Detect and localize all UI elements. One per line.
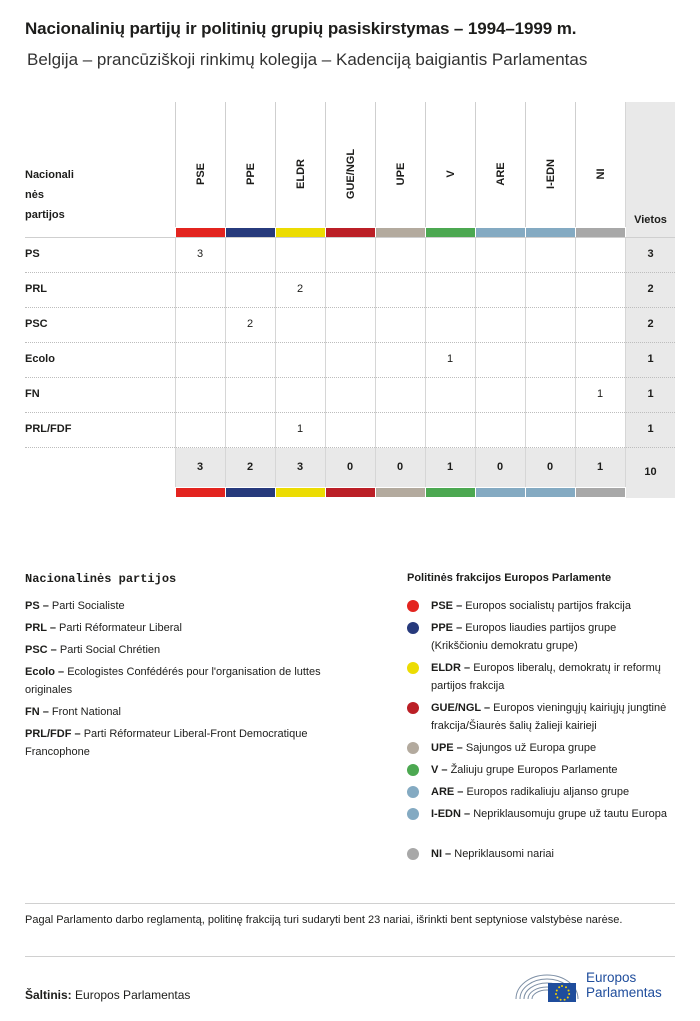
seats-cell: 2 bbox=[647, 283, 654, 295]
national-party-item bbox=[25, 597, 370, 615]
national-party-item bbox=[25, 663, 370, 699]
party-name: Parti Socialiste bbox=[51, 600, 125, 612]
group-code: GUE/NGL bbox=[344, 148, 357, 200]
table-cell: 1 bbox=[296, 423, 304, 435]
group-color-bar-bottom bbox=[176, 488, 225, 497]
group-color-dot-icon bbox=[407, 848, 419, 860]
group-color-bar-bottom bbox=[276, 488, 325, 497]
group-color-bar-bottom bbox=[426, 488, 475, 497]
row-header: Nacionali nės partijos bbox=[25, 169, 74, 221]
group-color-bar-bottom bbox=[526, 488, 575, 497]
national-party-item bbox=[25, 703, 370, 721]
table-column-line bbox=[175, 237, 176, 487]
group-header-upe bbox=[375, 102, 425, 227]
group-color-bar-top bbox=[576, 228, 625, 237]
group-abbr: PPE – bbox=[431, 622, 463, 634]
table-cell: 3 bbox=[196, 248, 204, 260]
group-name: Europos socialistų partijos frakcija bbox=[465, 600, 631, 612]
party-abbr: FN – bbox=[25, 706, 49, 718]
party-label: FN bbox=[25, 388, 40, 400]
total-cell: 3 bbox=[296, 461, 304, 473]
seats-header: Vietos bbox=[634, 214, 667, 226]
group-color-bar-top bbox=[276, 228, 325, 237]
group-color-bar-top bbox=[526, 228, 575, 237]
table-row-line bbox=[25, 307, 675, 308]
seats-cell: 1 bbox=[647, 353, 654, 365]
political-group-item bbox=[431, 845, 671, 863]
source bbox=[25, 988, 190, 1002]
group-color-bar-bottom bbox=[476, 488, 525, 497]
grand-total: 10 bbox=[644, 466, 657, 478]
table-cell: 1 bbox=[446, 353, 454, 365]
group-abbr: NI – bbox=[431, 848, 452, 860]
group-name: Žaliuju grupe Europos Parlamente bbox=[450, 764, 618, 776]
group-name: Europos liaudies partijos grupe (Krikščioniu demokratu grupe) bbox=[431, 622, 617, 652]
political-group-item bbox=[431, 783, 671, 801]
political-group-item bbox=[431, 619, 671, 655]
national-party-item bbox=[25, 619, 370, 637]
group-name: Nepriklausomuju grupe už tautu Europa bbox=[473, 808, 668, 820]
table-column-line bbox=[575, 237, 576, 487]
group-color-bar-top bbox=[376, 228, 425, 237]
group-color-dot-icon bbox=[407, 662, 419, 674]
group-code: NI bbox=[594, 168, 607, 180]
page-title: Nacionalinių partijų ir politinių grupių pasiskirstymas – 1994–1999 m. bbox=[25, 19, 577, 38]
national-party-item bbox=[25, 641, 370, 659]
group-header-are bbox=[475, 102, 525, 227]
group-name: Europos radikaliuju aljanso grupe bbox=[466, 786, 630, 798]
total-cell: 0 bbox=[346, 461, 354, 473]
table-cell: 2 bbox=[246, 318, 254, 330]
parliament-hemicycle-icon bbox=[514, 966, 580, 1006]
group-color-dot-icon bbox=[407, 600, 419, 612]
group-color-bar-bottom bbox=[226, 488, 275, 497]
group-name: Nepriklausomi nariai bbox=[454, 848, 554, 860]
table-row-line bbox=[25, 412, 675, 413]
source-label: Šaltinis: bbox=[25, 988, 72, 1002]
group-color-bar-top bbox=[176, 228, 225, 237]
group-abbr: I-EDN – bbox=[431, 808, 471, 820]
political-group-item bbox=[431, 739, 671, 757]
party-abbr: PRL/FDF – bbox=[25, 728, 81, 740]
group-color-dot-icon bbox=[407, 808, 419, 820]
party-name: Ecologistes Confédérés pour l'organisation de luttes originales bbox=[25, 666, 321, 696]
table-cell: 2 bbox=[296, 283, 304, 295]
political-group-item bbox=[431, 805, 671, 823]
group-abbr: ELDR – bbox=[431, 662, 471, 674]
party-label: PSC bbox=[25, 318, 48, 330]
table-column-line bbox=[225, 237, 226, 487]
group-abbr: PSE – bbox=[431, 600, 463, 612]
party-abbr: PS – bbox=[25, 600, 49, 612]
footnote: Pagal Parlamento darbo reglamentą, politinę frakciją turi sudaryti bent 23 nariai, išrinkti bent septyniose valstybėse narėse. bbox=[25, 914, 623, 926]
seats-cell: 2 bbox=[647, 318, 654, 330]
group-header-i-edn bbox=[525, 102, 575, 227]
group-color-bar-top bbox=[226, 228, 275, 237]
total-cell: 1 bbox=[596, 461, 604, 473]
group-abbr: ARE – bbox=[431, 786, 464, 798]
party-abbr: PRL – bbox=[25, 622, 56, 634]
group-code: ELDR bbox=[294, 159, 307, 189]
logo-text: Europos Parlamentas bbox=[586, 970, 662, 1000]
total-cell: 0 bbox=[396, 461, 404, 473]
party-name: Parti Réformateur Liberal bbox=[59, 622, 182, 634]
group-abbr: V – bbox=[431, 764, 448, 776]
political-group-item bbox=[431, 659, 671, 695]
group-code: ARE bbox=[494, 162, 507, 186]
group-code: UPE bbox=[394, 162, 407, 186]
group-color-dot-icon bbox=[407, 764, 419, 776]
group-header-v bbox=[425, 102, 475, 227]
national-party-item bbox=[25, 725, 370, 761]
party-name: Parti Social Chrétien bbox=[59, 644, 161, 656]
group-color-bar-top bbox=[326, 228, 375, 237]
political-groups-title: Politinės frakcijos Europos Parlamente bbox=[407, 572, 612, 584]
party-name: Parti Réformateur Liberal-Front Democratique Francophone bbox=[25, 728, 308, 758]
table-column-line bbox=[475, 237, 476, 487]
group-color-bar-bottom bbox=[576, 488, 625, 497]
party-label: PRL bbox=[25, 283, 47, 295]
table-column-line bbox=[375, 237, 376, 487]
seats-cell: 1 bbox=[647, 423, 654, 435]
seats-cell: 3 bbox=[647, 248, 654, 260]
party-abbr: PSC – bbox=[25, 644, 57, 656]
divider bbox=[25, 956, 675, 957]
group-header-pse bbox=[175, 102, 225, 227]
table-column-line bbox=[275, 237, 276, 487]
group-abbr: GUE/NGL – bbox=[431, 702, 491, 714]
table-row-line bbox=[25, 272, 675, 273]
page-subtitle: Belgija – prancūziškoji rinkimų kolegija – Kadenciją baigiantis Parlamentas bbox=[27, 50, 588, 69]
party-label: PS bbox=[25, 248, 40, 260]
group-code: PSE bbox=[194, 162, 207, 186]
table-column-line bbox=[325, 237, 326, 487]
group-color-bar-bottom bbox=[376, 488, 425, 497]
group-color-dot-icon bbox=[407, 702, 419, 714]
table-row-line bbox=[25, 447, 675, 448]
group-abbr: UPE – bbox=[431, 742, 463, 754]
group-header-ppe bbox=[225, 102, 275, 227]
total-cell: 2 bbox=[246, 461, 254, 473]
group-color-bar-bottom bbox=[326, 488, 375, 497]
ep-logo bbox=[514, 966, 676, 1006]
divider bbox=[25, 903, 675, 904]
party-abbr: Ecolo – bbox=[25, 666, 65, 678]
table-column-line bbox=[525, 237, 526, 487]
group-color-bar-top bbox=[476, 228, 525, 237]
national-parties-title: Nacionalinės partijos bbox=[25, 572, 177, 586]
group-color-dot-icon bbox=[407, 622, 419, 634]
table-cell: 1 bbox=[596, 388, 604, 400]
total-cell: 0 bbox=[546, 461, 554, 473]
group-color-dot-icon bbox=[407, 742, 419, 754]
political-group-item bbox=[431, 699, 671, 735]
political-group-item bbox=[431, 761, 671, 779]
group-code: I-EDN bbox=[544, 159, 557, 189]
total-cell: 0 bbox=[496, 461, 504, 473]
total-cell: 1 bbox=[446, 461, 454, 473]
seats-cell: 1 bbox=[647, 388, 654, 400]
political-group-item bbox=[431, 597, 671, 615]
table-header-line bbox=[25, 237, 675, 238]
seats-column-background bbox=[626, 102, 675, 498]
party-label: Ecolo bbox=[25, 353, 55, 365]
group-code: V bbox=[444, 170, 457, 178]
total-cell: 3 bbox=[196, 461, 204, 473]
group-name: Europos vieningųjų kairiųjų jungtinė frakcija/Šiaurės šalių žalieji kairieji bbox=[431, 702, 667, 732]
group-code: PPE bbox=[244, 162, 257, 186]
party-name: Front National bbox=[51, 706, 121, 718]
group-name: Sajungos už Europa grupe bbox=[465, 742, 597, 754]
group-color-bar-top bbox=[426, 228, 475, 237]
group-header-gue-ngl bbox=[325, 102, 375, 227]
table-row-line bbox=[25, 342, 675, 343]
group-header-ni bbox=[575, 102, 625, 227]
source-value: Europos Parlamentas bbox=[75, 988, 191, 1002]
group-color-dot-icon bbox=[407, 786, 419, 798]
group-header-eldr bbox=[275, 102, 325, 227]
party-label: PRL/FDF bbox=[25, 423, 72, 435]
table-row-line bbox=[25, 377, 675, 378]
group-name: Europos liberalų, demokratų ir reformų partijos frakcija bbox=[431, 662, 661, 692]
table-column-line bbox=[625, 102, 626, 227]
